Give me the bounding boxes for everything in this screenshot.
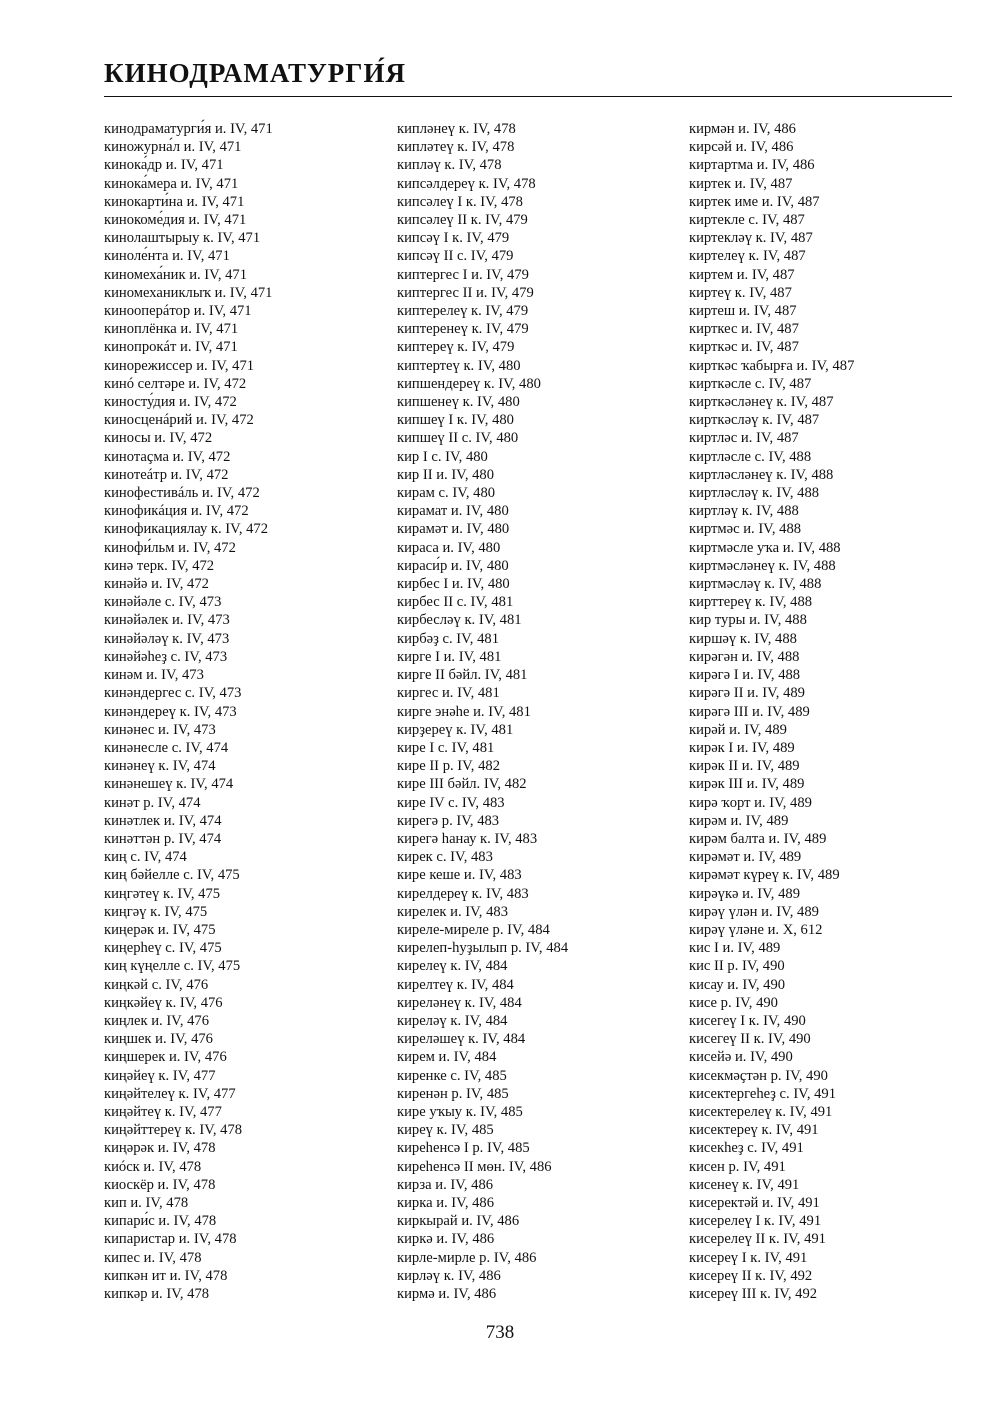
index-entry: киңкәйеү к. IV, 476 [104, 994, 223, 1011]
index-entry: кирәгә I и. IV, 488 [689, 667, 801, 684]
index-entry: кинәм и. IV, 473 [104, 667, 204, 684]
index-entry: кинопрокáт и. IV, 471 [104, 339, 238, 356]
index-entry: киртләү к. IV, 488 [689, 503, 799, 520]
index-entry: кип и. IV, 478 [104, 1194, 189, 1211]
index-entry: киңерһеү с. IV, 475 [104, 940, 222, 957]
index-entry: киңгәү к. IV, 475 [104, 903, 208, 920]
index-entry: киртек име и. IV, 487 [689, 193, 820, 210]
index-entry: киноплёнка и. IV, 471 [104, 321, 239, 338]
index-entry: киңәйеү к. IV, 477 [104, 1067, 216, 1084]
index-entry: кирәү үлән и. IV, 489 [689, 903, 819, 920]
index-entry: киңшек и. IV, 476 [104, 1031, 213, 1048]
index-entry: кинокарти́на и. IV, 471 [104, 193, 245, 210]
index-entry: кирткәс ҡабырға и. IV, 487 [689, 357, 855, 374]
index-entry: кинотаҫма и. IV, 472 [104, 448, 231, 465]
index-entry: кирәгә II и. IV, 489 [689, 685, 805, 702]
index-entry: кире I с. IV, 481 [397, 739, 495, 756]
index-entry: кире IV с. IV, 483 [397, 794, 505, 811]
index-entry: кисереү I к. IV, 491 [689, 1249, 808, 1266]
index-entry: киóск и. IV, 478 [104, 1158, 202, 1175]
index-entry: киркырай и. IV, 486 [397, 1213, 520, 1230]
index-entry: кинәттән р. IV, 474 [104, 830, 222, 847]
index-entry: кире III бәйл. IV, 482 [397, 776, 527, 793]
index-entry: кипшендереү к. IV, 480 [397, 375, 541, 392]
index-entry: киртем и. IV, 487 [689, 266, 795, 283]
index-entry: кирбәҙ с. IV, 481 [397, 630, 499, 647]
index-entry: кинәтлек и. IV, 474 [104, 812, 222, 829]
index-entry: кирмән и. IV, 486 [689, 121, 796, 137]
index-entry: киптерелеү к. IV, 479 [397, 303, 529, 320]
index-entry: кир туры и. IV, 488 [689, 612, 807, 629]
index-entry: кисереү III к. IV, 492 [689, 1286, 818, 1302]
index-entry: кинәйәһеҙ с. IV, 473 [104, 648, 228, 665]
index-entry: киптертеү к. IV, 480 [397, 357, 521, 374]
index-entry: кирәк III и. IV, 489 [689, 776, 805, 793]
index-entry: киңерәк и. IV, 475 [104, 921, 216, 938]
index-entry: киң с. IV, 474 [104, 849, 187, 866]
index-entry: киңәйттереү к. IV, 478 [104, 1122, 243, 1139]
index-entry: киносы и. IV, 472 [104, 430, 213, 447]
index-entry: кирге энәһе и. IV, 481 [397, 703, 531, 720]
index-entry: кирек с. IV, 483 [397, 849, 493, 866]
index-entry: кирәк I и. IV, 489 [689, 739, 795, 756]
index-entry: кисектерелеү к. IV, 491 [689, 1103, 833, 1120]
index-entry: кипаристар и. IV, 478 [104, 1231, 237, 1248]
index-entry: кирәй и. IV, 489 [689, 721, 787, 738]
index-entry: кисектереү к. IV, 491 [689, 1122, 819, 1139]
index-entry: кирткәсләнеү к. IV, 487 [689, 394, 834, 411]
index-entry: кирҙереү к. IV, 481 [397, 721, 514, 738]
index-entry: кирелдереү к. IV, 483 [397, 885, 529, 902]
index-entry: кинәт р. IV, 474 [104, 794, 201, 811]
index-entry: кисенеү к. IV, 491 [689, 1176, 800, 1193]
index-entry: киптергес I и. IV, 479 [397, 266, 529, 283]
index-entry: кис II р. IV, 490 [689, 958, 785, 975]
index-column-3 [689, 120, 854, 1303]
index-entry: кирза и. IV, 486 [397, 1176, 494, 1193]
index-entry: киреһенсә II мөн. IV, 486 [397, 1158, 552, 1175]
index-entry: киножурна́л и. IV, 471 [104, 139, 242, 156]
index-entry: кираса и. IV, 480 [397, 539, 501, 556]
index-entry: кирелтеү к. IV, 484 [397, 976, 514, 993]
index-entry: кинофестивáль и. IV, 472 [104, 485, 260, 502]
index-entry: кирәүкә и. IV, 489 [689, 885, 800, 902]
index-entry: киртеш и. IV, 487 [689, 303, 797, 320]
index-entry: кипкәр и. IV, 478 [104, 1286, 210, 1302]
index-entry: кинофи́льм и. IV, 472 [104, 539, 236, 556]
index-entry: кинока́мера и. IV, 471 [104, 175, 239, 192]
index-entry: кирәү үләне и. X, 612 [689, 921, 823, 938]
index-entry: киртекле с. IV, 487 [689, 212, 805, 229]
index-entry: киптереү к. IV, 479 [397, 339, 515, 356]
index-entry: кирелеп-һуҙылып р. IV, 484 [397, 940, 569, 957]
running-head: КИНОДРАМАТУРГИ́Я [104, 58, 406, 88]
index-entry: киномеха́ник и. IV, 471 [104, 266, 248, 283]
index-entry: кинó селтәре и. IV, 472 [104, 375, 247, 392]
index-entry: кипләү к. IV, 478 [397, 157, 502, 174]
index-entry: кипләнеү к. IV, 478 [397, 121, 516, 137]
index-entry: кинәндереү к. IV, 473 [104, 703, 237, 720]
index-entry: киңкәй с. IV, 476 [104, 976, 209, 993]
index-entry: кисекмәҫтән р. IV, 490 [689, 1067, 828, 1084]
index-entry: кирмә и. IV, 486 [397, 1286, 497, 1302]
index-column-2 [397, 120, 568, 1303]
index-entry: киртмәсле уҡа и. IV, 488 [689, 539, 841, 556]
index-entry: кинәнешеү к. IV, 474 [104, 776, 234, 793]
index-entry: кинорежиссер и. IV, 471 [104, 357, 255, 374]
index-entry: киоскёр и. IV, 478 [104, 1176, 216, 1193]
index-entry: кипкән ит и. IV, 478 [104, 1267, 228, 1284]
index-entry: кирка и. IV, 486 [397, 1194, 495, 1211]
index-entry: кирелек и. IV, 483 [397, 903, 508, 920]
index-entry: киносценáрий и. IV, 472 [104, 412, 254, 429]
index-entry: кисегеү II к. IV, 490 [689, 1031, 811, 1048]
index-entry: кирбесләү к. IV, 481 [397, 612, 522, 629]
index-entry: кипшеү I к. IV, 480 [397, 412, 514, 429]
index-entry: кирәмәт и. IV, 489 [689, 849, 802, 866]
index-entry: кисектергеһеҙ с. IV, 491 [689, 1085, 837, 1102]
index-entry: кирттереү к. IV, 488 [689, 594, 813, 611]
index-entry: киркә и. IV, 486 [397, 1231, 495, 1248]
index-entry: кирбес II с. IV, 481 [397, 594, 514, 611]
index-entry: киртмәсләү к. IV, 488 [689, 576, 822, 593]
index-entry: кир II и. IV, 480 [397, 466, 495, 483]
index-entry: кинәйәләү к. IV, 473 [104, 630, 230, 647]
index-entry: киң бәйелле с. IV, 475 [104, 867, 240, 884]
index-entry: кирәгән и. IV, 488 [689, 648, 800, 665]
index-entry: кинә терк. IV, 472 [104, 557, 215, 574]
index-entry: киреләү к. IV, 484 [397, 1012, 508, 1029]
index-entry: киңәрәк и. IV, 478 [104, 1140, 216, 1157]
index-entry: кирләү к. IV, 486 [397, 1267, 501, 1284]
index-entry: киртартма и. IV, 486 [689, 157, 815, 174]
index-entry: кирамат и. IV, 480 [397, 503, 509, 520]
index-entry: кир I с. IV, 480 [397, 448, 488, 465]
index-entry: кирегә һанау к. IV, 483 [397, 830, 538, 847]
index-entry: кирәм балта и. IV, 489 [689, 830, 827, 847]
index-entry: кипләтеү к. IV, 478 [397, 139, 515, 156]
index-entry: киртекләү к. IV, 487 [689, 230, 813, 247]
index-entry: кисегеү I к. IV, 490 [689, 1012, 806, 1029]
index-entry: киреләнеү к. IV, 484 [397, 994, 522, 1011]
index-entry: киң күңелле с. IV, 475 [104, 958, 241, 975]
index-entry: киптеренеү к. IV, 479 [397, 321, 529, 338]
index-entry: киңшерек и. IV, 476 [104, 1049, 227, 1066]
index-entry: кипсәү II с. IV, 479 [397, 248, 514, 265]
index-entry: кирге I и. IV, 481 [397, 648, 502, 665]
index-entry: киңәйтеү к. IV, 477 [104, 1103, 222, 1120]
index-entry: кипсәлеү II к. IV, 479 [397, 212, 528, 229]
index-entry: кинәндергес с. IV, 473 [104, 685, 242, 702]
index-entry: кирәм и. IV, 489 [689, 812, 789, 829]
index-entry: кисеректәй и. IV, 491 [689, 1194, 820, 1211]
index-entry: кирәк II и. IV, 489 [689, 758, 800, 775]
index-entry: кирткәсле с. IV, 487 [689, 375, 812, 392]
index-entry: киртләсләү к. IV, 488 [689, 485, 820, 502]
index-entry: кисерелеү II к. IV, 491 [689, 1231, 826, 1248]
index-entry: киренән р. IV, 485 [397, 1085, 509, 1102]
index-entry: кипсәлеү I к. IV, 478 [397, 193, 523, 210]
index-entry: кирге II бәйл. IV, 481 [397, 667, 528, 684]
index-entry: кинәнесле с. IV, 474 [104, 739, 229, 756]
index-entry: киңгәтеү к. IV, 475 [104, 885, 221, 902]
index-column-1 [104, 120, 273, 1303]
index-entry: кирле-мирле р. IV, 486 [397, 1249, 537, 1266]
index-entry: киреле-миреле р. IV, 484 [397, 921, 550, 938]
index-entry: кирәгә III и. IV, 489 [689, 703, 810, 720]
index-entry: кирамәт и. IV, 480 [397, 521, 510, 538]
index-entry: кинооперáтор и. IV, 471 [104, 303, 252, 320]
index-entry: кисейә и. IV, 490 [689, 1049, 793, 1066]
index-entry: кипари́с и. IV, 478 [104, 1213, 217, 1230]
index-entry: киртеү к. IV, 487 [689, 284, 792, 301]
index-entry: кире II р. IV, 482 [397, 758, 500, 775]
index-entry: кинәнеү к. IV, 474 [104, 758, 216, 775]
index-entry: кирбес I и. IV, 480 [397, 576, 510, 593]
index-entry: кинофикациялау к. IV, 472 [104, 521, 269, 538]
index-entry: кирам с. IV, 480 [397, 485, 496, 502]
index-entry: кирем и. IV, 484 [397, 1049, 497, 1066]
index-entry: кирегә р. IV, 483 [397, 812, 500, 829]
index-entry: киреһенсә I р. IV, 485 [397, 1140, 530, 1157]
index-entry: кинәйә и. IV, 472 [104, 576, 209, 593]
index-entry: киносту́дия и. IV, 472 [104, 394, 237, 411]
index-entry: кинодраматурги́я и. IV, 471 [104, 121, 273, 137]
index-entry: кирсәй и. IV, 486 [689, 139, 794, 156]
index-entry: кинәйәле с. IV, 473 [104, 594, 222, 611]
index-entry: кипшеү II с. IV, 480 [397, 430, 519, 447]
index-entry: кис I и. IV, 489 [689, 940, 781, 957]
index-entry: киңлек и. IV, 476 [104, 1012, 210, 1029]
index-entry: киңәйтелеү к. IV, 477 [104, 1085, 236, 1102]
index-entry: киргес и. IV, 481 [397, 685, 500, 702]
index-entry: кинока́др и. IV, 471 [104, 157, 224, 174]
index-entry: кире кеше и. IV, 483 [397, 867, 522, 884]
index-entry: кисерелеү I к. IV, 491 [689, 1213, 822, 1230]
index-entry: кирткәсләү к. IV, 487 [689, 412, 820, 429]
index-entry: киртләс и. IV, 487 [689, 430, 799, 447]
index-entry: киреү к. IV, 485 [397, 1122, 494, 1139]
index-entry: киртмәс и. IV, 488 [689, 521, 802, 538]
index-entry: кире уҡыу к. IV, 485 [397, 1103, 523, 1120]
header-rule [104, 96, 952, 97]
page-number: 738 [485, 1322, 515, 1343]
index-entry: кинәйәлек и. IV, 473 [104, 612, 230, 629]
index-entry: кисекһеҙ с. IV, 491 [689, 1140, 804, 1157]
index-entry: кинотеáтр и. IV, 472 [104, 466, 229, 483]
index-entry: кинәнес и. IV, 473 [104, 721, 216, 738]
index-entry: киршәү к. IV, 488 [689, 630, 797, 647]
index-entry: кираси́р и. IV, 480 [397, 557, 509, 574]
index-entry: кирәмәт күреү к. IV, 489 [689, 867, 840, 884]
index-entry: киртләсле с. IV, 488 [689, 448, 812, 465]
index-entry: кипсәү I к. IV, 479 [397, 230, 510, 247]
index-entry: киптергес II и. IV, 479 [397, 284, 534, 301]
index-entry: кинофикáция и. IV, 472 [104, 503, 249, 520]
index-entry: кипес и. IV, 478 [104, 1249, 202, 1266]
index-entry: кирә ҡорт и. IV, 489 [689, 794, 812, 811]
index-entry: кисен р. IV, 491 [689, 1158, 786, 1175]
index-entry: кипшенеү к. IV, 480 [397, 394, 520, 411]
index-entry: кисау и. IV, 490 [689, 976, 786, 993]
index-entry: кирткес и. IV, 487 [689, 321, 799, 338]
index-entry: киртек и. IV, 487 [689, 175, 793, 192]
index-entry: киртелеү к. IV, 487 [689, 248, 806, 265]
index-entry: кисе р. IV, 490 [689, 994, 778, 1011]
index-entry: киреләшеү к. IV, 484 [397, 1031, 526, 1048]
index-entry: кирелеү к. IV, 484 [397, 958, 508, 975]
index-entry: кирткәс и. IV, 487 [689, 339, 799, 356]
index-entry: киренке с. IV, 485 [397, 1067, 507, 1084]
index-entry: киноле́нта и. IV, 471 [104, 248, 230, 265]
index-entry: кипсәлдереү к. IV, 478 [397, 175, 536, 192]
index-entry: киртләсләнеү к. IV, 488 [689, 466, 834, 483]
index-entry: кисереү II к. IV, 492 [689, 1267, 813, 1284]
index-entry: кинолаштырыу к. IV, 471 [104, 230, 261, 247]
index-entry: киномеханиклыҡ и. IV, 471 [104, 284, 273, 301]
index-entry: кинокоме́дия и. IV, 471 [104, 212, 247, 229]
index-entry: киртмәсләнеү к. IV, 488 [689, 557, 836, 574]
